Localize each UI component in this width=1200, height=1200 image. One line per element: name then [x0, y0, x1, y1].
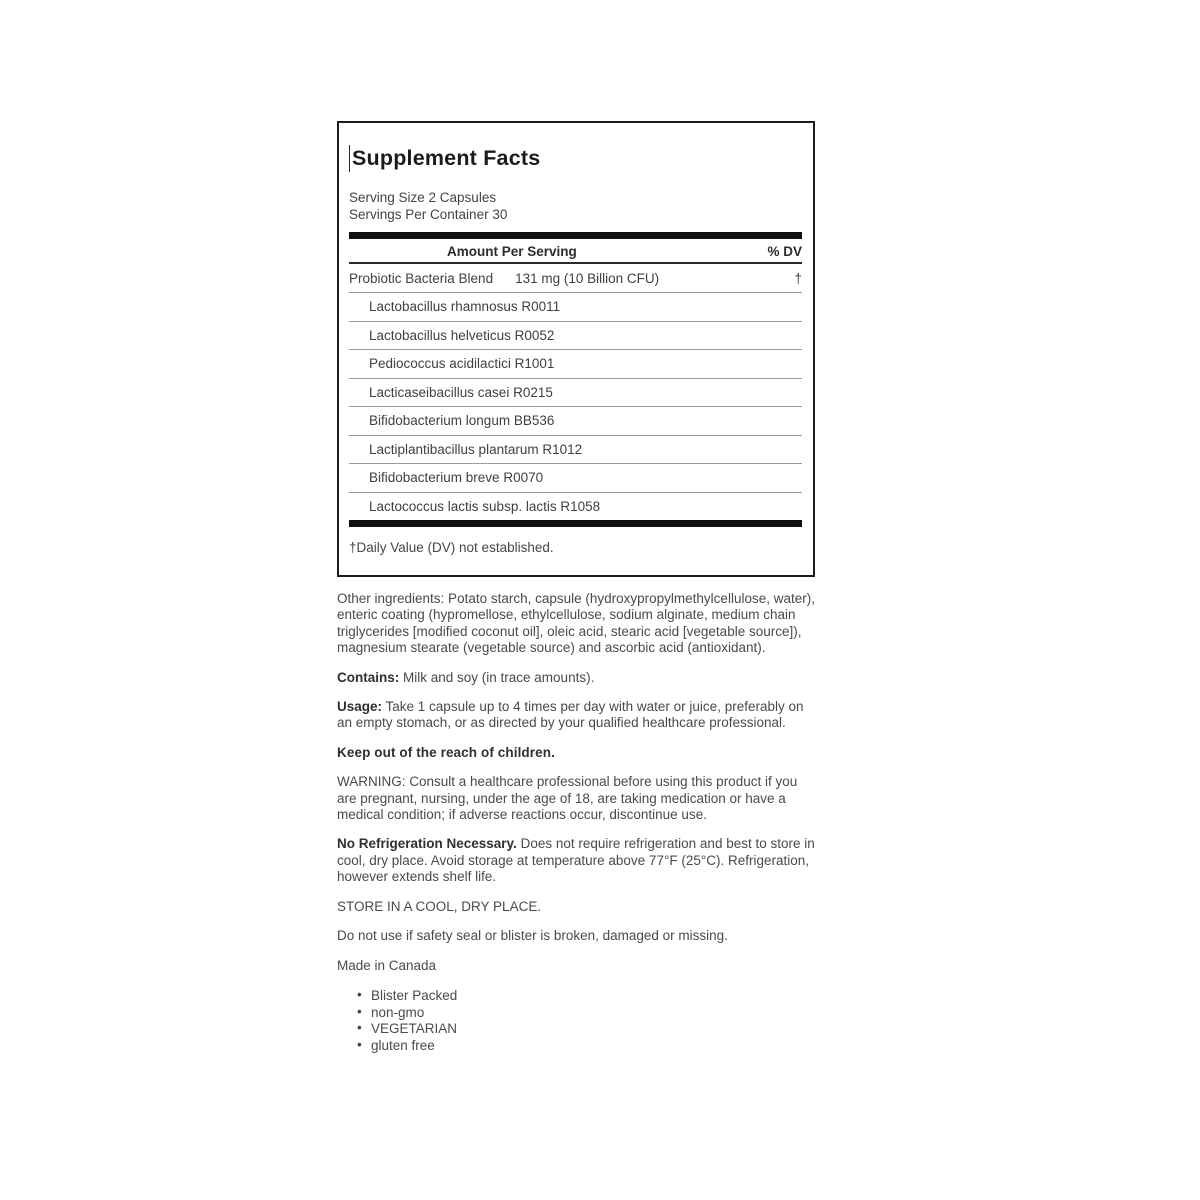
blend-amount: 131 mg (10 Billion CFU) [515, 271, 660, 286]
title-row [349, 145, 802, 172]
strain-name: Lactiplantibacillus plantarum R1012 [369, 441, 583, 457]
column-header-percent-dv: % DV [767, 244, 802, 259]
label-info-text [337, 591, 815, 1054]
strain-name: Lactobacillus rhamnosus R0011 [369, 299, 561, 314]
feature-text: VEGETARIAN [371, 1021, 458, 1037]
other-ingredients-paragraph: Other ingredients: Potato starch, capsule (hydroxypropylmethylcellulose, water), enteric coating (hypromellose, ethylcellulose, sodium alginate, medium chain triglycerides [modified coconut oil], oleic acid, stearic acid [vegetable source]), magnesium stearate (vegetable source) and ascorbic acid (antioxidant). [337, 591, 815, 656]
feature-text: non-gmo [371, 1004, 425, 1020]
no-refrigeration-text: Does not require refrigeration and best to store in cool, dry place. Avoid storage at temperature above 77°F (25°C). Refrigeration, however extends shelf life. [337, 836, 815, 885]
label-content-column [337, 121, 815, 1054]
feature-bullet-item [357, 988, 815, 1005]
warning-paragraph: WARNING: Consult a healthcare professional before using this product if you are pregnant, nursing, under the age of 18, are taking medication or have a medical condition; if adverse reactions occur, discontinue use. [337, 774, 798, 823]
feature-bullet-list [337, 988, 815, 1054]
strain-row [349, 407, 802, 436]
supplement-facts-panel [337, 121, 815, 577]
storage-notice: STORE IN A COOL, DRY PLACE. [337, 898, 542, 914]
contains-paragraph [337, 670, 815, 686]
strain-row [349, 379, 802, 408]
strain-row [349, 493, 802, 521]
no-refrigeration-paragraph [337, 836, 815, 885]
strain-row [349, 350, 802, 379]
strain-name: Lactococcus lactis subsp. lactis R1058 [369, 498, 601, 514]
strain-name: Bifidobacterium breve R0070 [369, 470, 544, 485]
feature-bullet-item [357, 1021, 815, 1038]
text-cursor-artifact [349, 145, 350, 172]
no-refrigeration-label: No Refrigeration Necessary. [337, 836, 517, 852]
blend-dv-dagger: † [794, 271, 802, 286]
contains-label: Contains: [337, 669, 400, 685]
strain-name: Lacticaseibacillus casei R0215 [369, 384, 553, 400]
strain-row [349, 436, 802, 465]
dv-footnote: †Daily Value (DV) not established. [349, 540, 554, 555]
supplement-facts-title: Supplement Facts [352, 146, 541, 170]
strain-row [349, 322, 802, 351]
usage-label: Usage: [337, 699, 383, 715]
feature-bullet-item [357, 1038, 815, 1055]
contains-text: Milk and soy (in trace amounts). [399, 669, 595, 685]
strain-name: Bifidobacterium longum BB536 [369, 413, 555, 428]
blend-name: Probiotic Bacteria Blend [349, 271, 494, 286]
strain-name: Pediococcus acidilactici R1001 [369, 356, 555, 371]
feature-text: gluten free [371, 1037, 435, 1053]
strain-row [349, 464, 802, 493]
usage-paragraph [337, 699, 815, 732]
divider-thick-top [349, 232, 802, 239]
usage-text: Take 1 capsule up to 4 times per day with water or juice, preferably on an empty stomach, or as directed by your qualified healthcare professional. [337, 699, 804, 731]
strain-name: Lactobacillus helveticus R0052 [369, 327, 555, 343]
serving-size: Serving Size 2 Capsules [349, 190, 497, 205]
divider-thick-bottom [349, 520, 802, 527]
keep-out-of-reach-notice: Keep out of the reach of children. [337, 744, 555, 760]
table-header-row [349, 239, 802, 264]
column-header-amount-per-serving: Amount Per Serving [447, 244, 577, 259]
made-in-line: Made in Canada [337, 957, 437, 973]
strain-row [349, 293, 802, 322]
feature-text: Blister Packed [371, 987, 458, 1003]
safety-seal-notice: Do not use if safety seal or blister is broken, damaged or missing. [337, 928, 728, 944]
servings-per-container: Servings Per Container 30 [349, 207, 508, 222]
strain-list [349, 293, 802, 520]
blend-row [349, 264, 802, 293]
feature-bullet-item [357, 1005, 815, 1022]
